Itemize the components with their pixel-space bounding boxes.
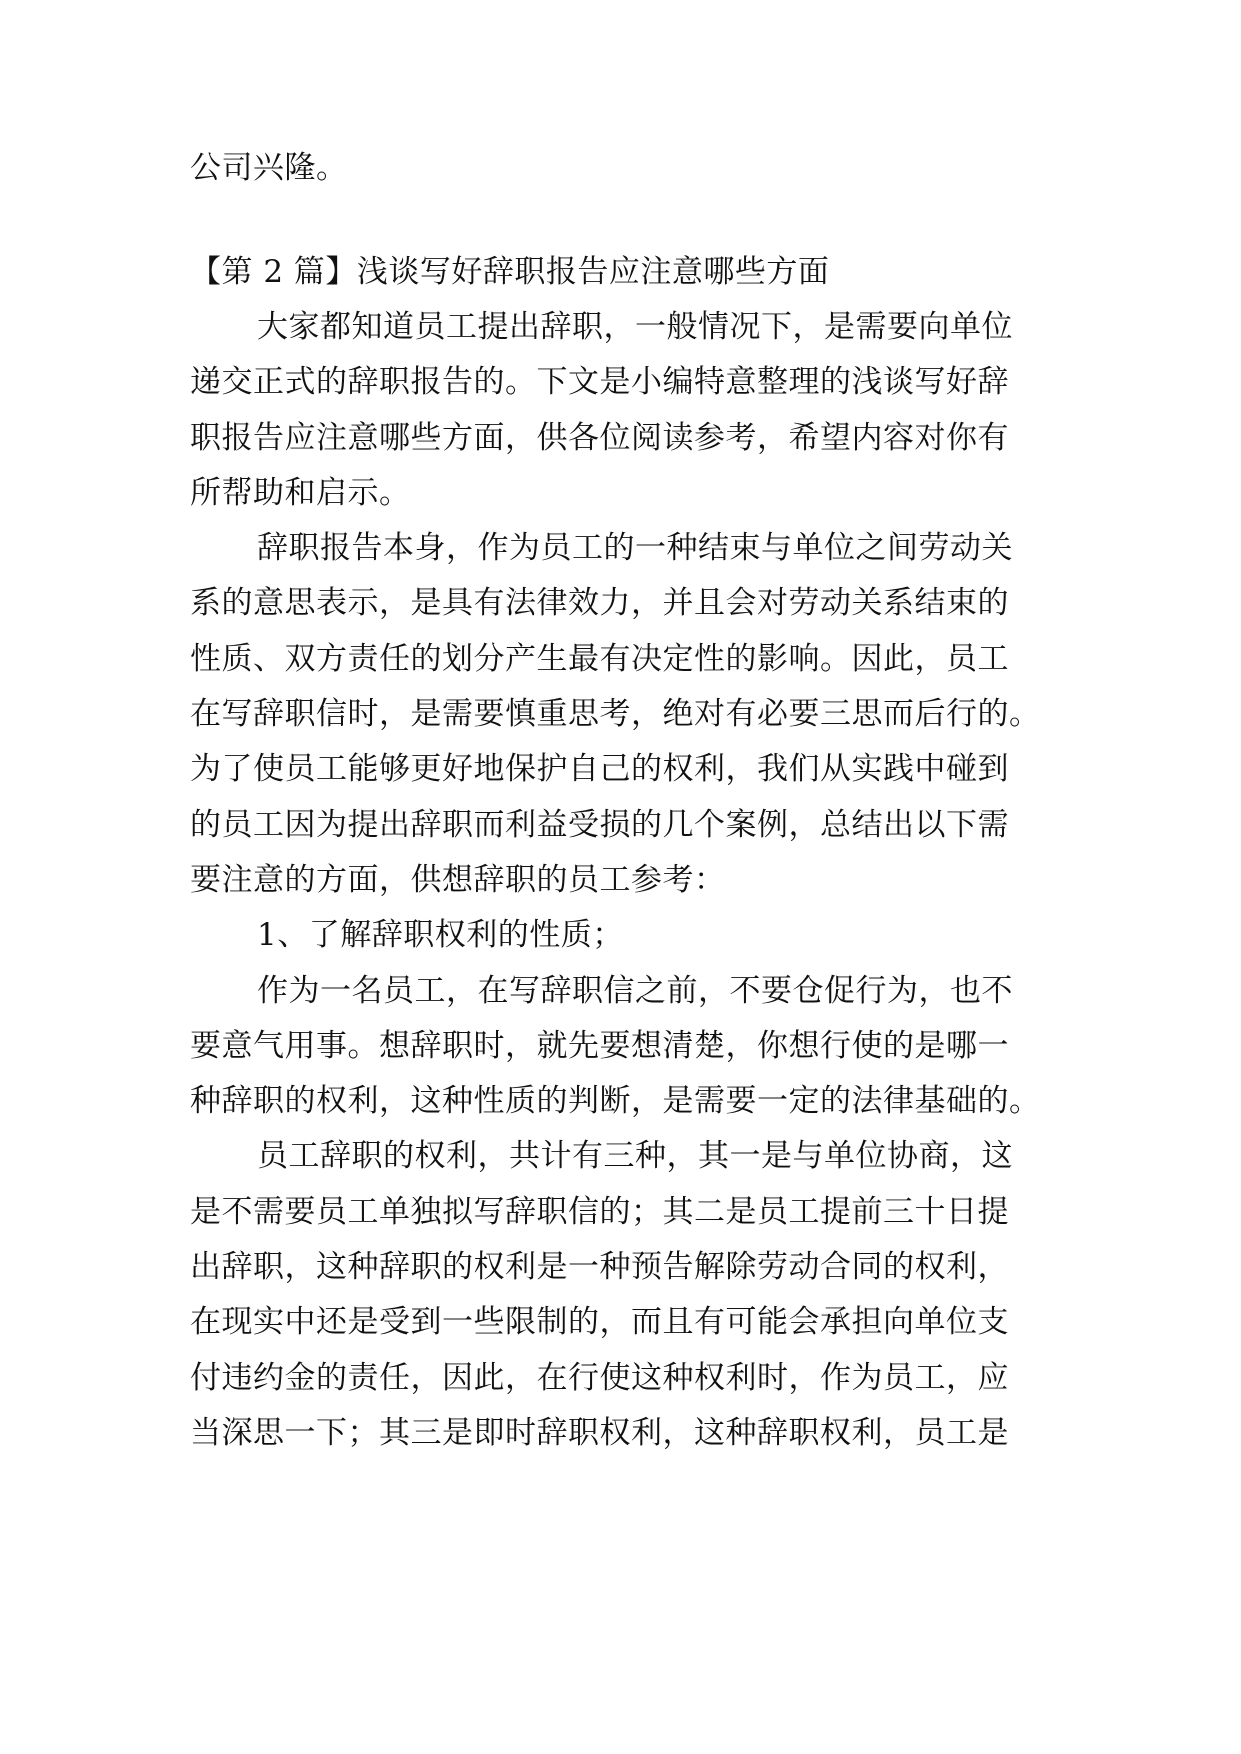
paragraph-line: 要注意的方面，供想辞职的员工参考： [190, 862, 726, 898]
paragraph-line: 在写辞职信时，是需要慎重思考，绝对有必要三思而后行的。 [190, 696, 1041, 732]
list-item-heading: 1、了解辞职权利的性质； [257, 917, 624, 953]
paragraph-line: 是不需要员工单独拟写辞职信的；其二是员工提前三十日提 [190, 1194, 1009, 1230]
paragraph-line: 职报告应注意哪些方面，供各位阅读参考，希望内容对你有 [190, 420, 1009, 456]
paragraph-line: 在现实中还是受到一些限制的，而且有可能会承担向单位支 [190, 1304, 1009, 1340]
paragraph-line: 性质、双方责任的划分产生最有决定性的影响。因此，员工 [190, 641, 1009, 677]
paragraph-line: 递交正式的辞职报告的。下文是小编特意整理的浅谈写好辞 [190, 364, 1009, 400]
paragraph-line: 作为一名员工，在写辞职信之前，不要仓促行为，也不 [257, 973, 1013, 1009]
paragraph-line: 为了使员工能够更好地保护自己的权利，我们从实践中碰到 [190, 751, 1009, 787]
paragraph-line: 系的意思表示，是具有法律效力，并且会对劳动关系结束的 [190, 585, 1009, 621]
closing-line: 公司兴隆。 [190, 150, 348, 186]
paragraph-line: 辞职报告本身，作为员工的一种结束与单位之间劳动关 [257, 530, 1013, 566]
paragraph-line: 大家都知道员工提出辞职，一般情况下，是需要向单位 [257, 309, 1013, 345]
paragraph-line: 要意气用事。想辞职时，就先要想清楚，你想行使的是哪一 [190, 1028, 1009, 1064]
paragraph-line: 员工辞职的权利，共计有三种，其一是与单位协商，这 [257, 1138, 1013, 1174]
paragraph-line: 的员工因为提出辞职而利益受损的几个案例，总结出以下需 [190, 807, 1009, 843]
paragraph-line: 当深思一下；其三是即时辞职权利，这种辞职权利，员工是 [190, 1415, 1009, 1451]
paragraph-line: 所帮助和启示。 [190, 475, 411, 511]
paragraph-line: 付违约金的责任，因此，在行使这种权利时，作为员工，应 [190, 1360, 1009, 1396]
paragraph-line: 种辞职的权利，这种性质的判断，是需要一定的法律基础的。 [190, 1083, 1041, 1119]
article-heading: 【第 2 篇】浅谈写好辞职报告应注意哪些方面 [190, 254, 830, 290]
paragraph-line: 出辞职，这种辞职的权利是一种预告解除劳动合同的权利， [190, 1249, 1009, 1285]
